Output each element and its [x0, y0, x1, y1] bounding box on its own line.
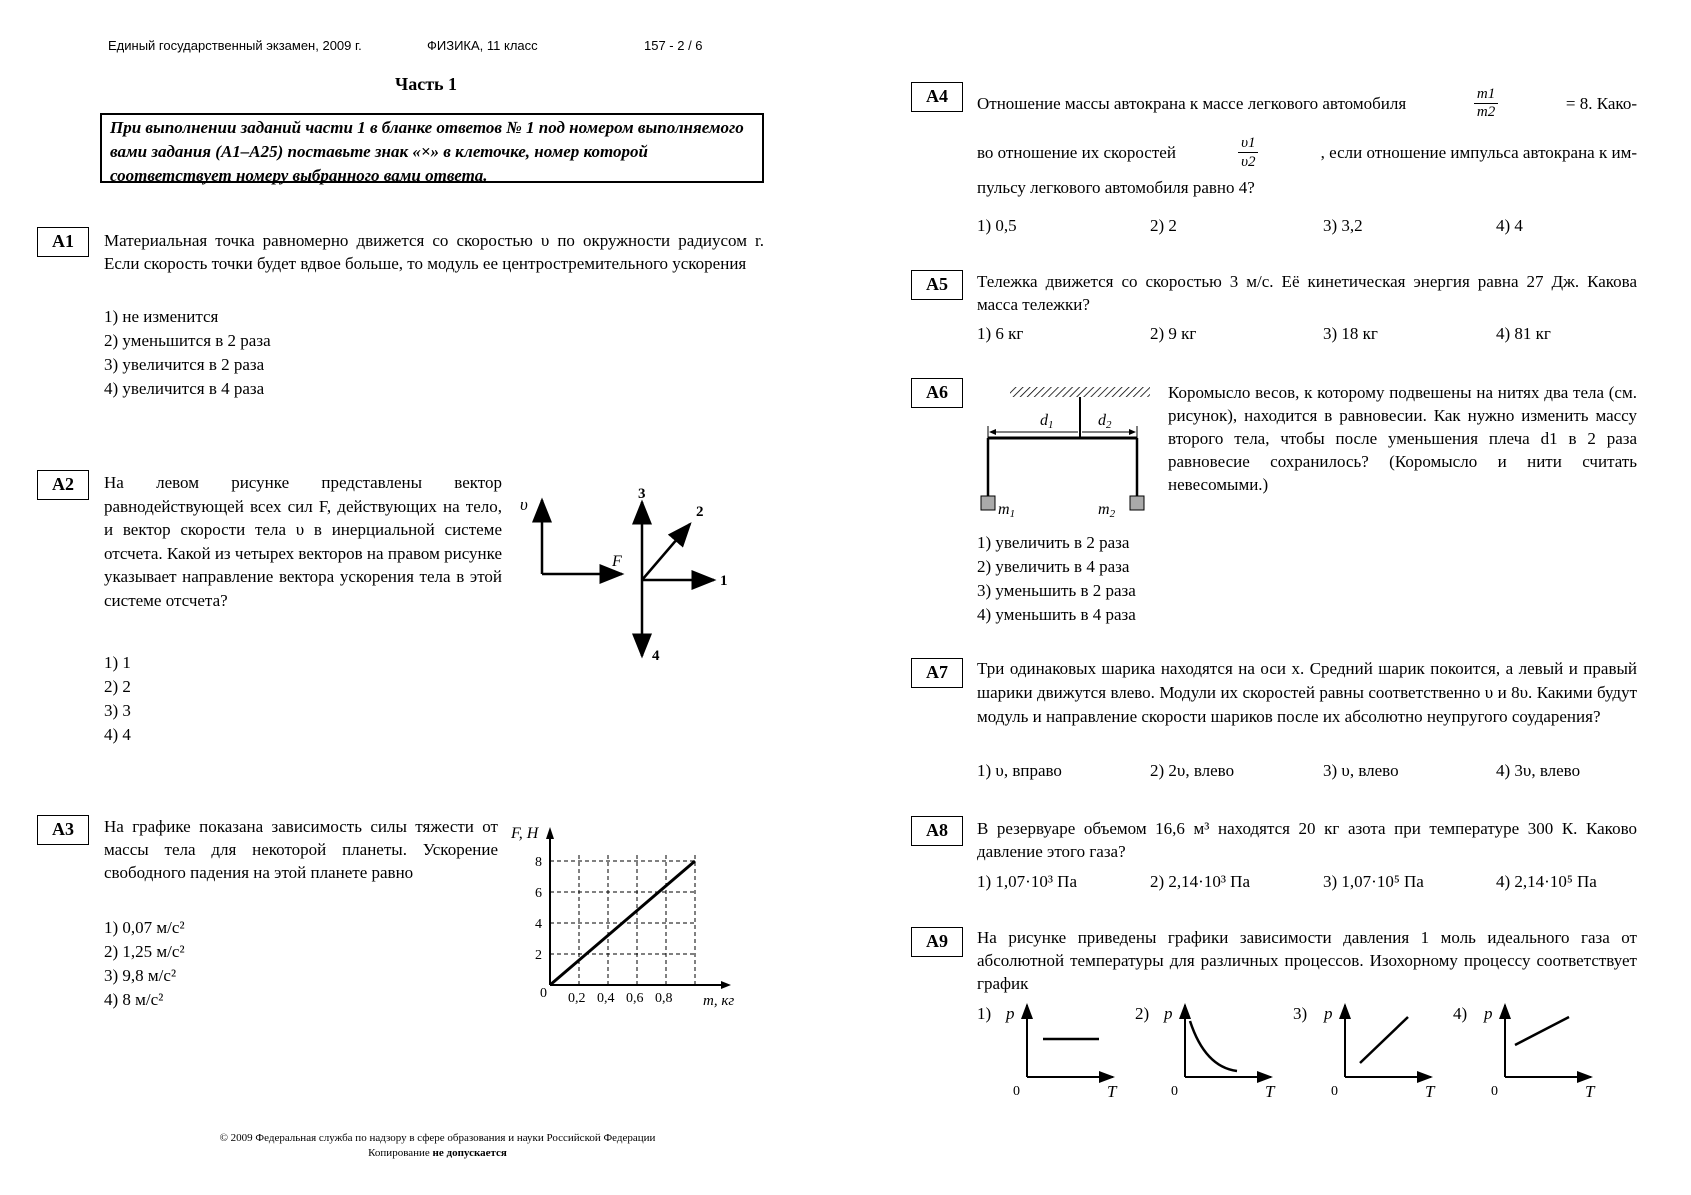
axis-t-label: T	[1107, 1082, 1117, 1101]
hyperbola-curve	[1190, 1021, 1237, 1071]
vector-figure-a2	[510, 480, 740, 670]
option[interactable]: 3) 3,2	[1323, 216, 1363, 235]
question-text-a5: Тележка движется со скоростью 3 м/с. Её кинетическая энергия равна 27 Дж. Какова масса тележки?	[977, 272, 1637, 314]
y-tick-label: 2	[535, 948, 542, 963]
graph-number: 4)	[1453, 1004, 1468, 1023]
part-title: Часть 1	[395, 74, 458, 94]
option[interactable]: 3) уменьшить в 2 раза	[977, 581, 1136, 600]
option[interactable]: 2) 9 кг	[1150, 324, 1197, 343]
x-tick-label: 0,8	[655, 991, 673, 1006]
question-text-a3: На графике показана зависимость силы тяжести от массы тела для некоторой планеты. Ускорение свободного падения на этой планете равно	[104, 817, 498, 882]
pt-graph-1[interactable]	[977, 1004, 1118, 1101]
options-a8	[977, 872, 1597, 892]
options-a4	[977, 216, 1523, 236]
option[interactable]: 2) 2	[104, 677, 131, 696]
option[interactable]: 4) уменьшить в 4 раза	[977, 605, 1136, 624]
axis-t-label: T	[1425, 1082, 1435, 1101]
question-text-a9: На рисунке приведены графики зависимости давления 1 моль идеального газа от абсолютной температуры для различных процессов. Изохорному процессу соответствует график	[977, 928, 1637, 993]
ceiling-support	[1010, 387, 1150, 397]
option[interactable]: 3) 9,8 м/с²	[104, 966, 177, 985]
velocity-label: υ	[520, 495, 528, 514]
axis-p-label: p	[1164, 1004, 1173, 1023]
graph-number: 3)	[1293, 1004, 1308, 1023]
option[interactable]: 1) увеличить в 2 раза	[977, 533, 1130, 552]
weight-m1	[981, 496, 995, 510]
option[interactable]: 4) увеличится в 4 раза	[104, 379, 265, 398]
axis-p-label: p	[1484, 1004, 1493, 1023]
option[interactable]: 4) 3υ, влево	[1496, 761, 1581, 780]
y-tick-label: 8	[535, 855, 542, 870]
option[interactable]: 1) 1	[104, 653, 131, 672]
footer-copy-notice	[160, 1146, 715, 1161]
question-label-a9: А9	[911, 927, 963, 957]
header-subject: ФИЗИКА, 11 класс	[427, 38, 538, 53]
option[interactable]: 1) 0,07 м/с²	[104, 918, 185, 937]
offset-line	[1515, 1017, 1569, 1045]
question-label-a2: А2	[37, 470, 89, 500]
options-a6	[977, 531, 1136, 627]
axis-t-label: T	[1265, 1082, 1275, 1101]
vector-2	[642, 524, 690, 580]
m2-label: m2	[1098, 501, 1116, 520]
y-axis-arrowhead	[546, 827, 554, 839]
question-label-a4: А4	[911, 82, 963, 112]
option[interactable]: 3) 1,07·10⁵ Па	[1323, 872, 1424, 891]
arm-d1-label: d1	[1040, 412, 1054, 431]
balance-beam-figure	[980, 380, 1155, 530]
graph-number: 1)	[977, 1004, 992, 1023]
a4-line1-end: = 8. Како-	[1565, 93, 1637, 113]
option[interactable]: 4) 81 кг	[1496, 324, 1551, 343]
y-tick-label: 4	[535, 917, 542, 932]
option[interactable]: 3) увеличится в 2 раза	[104, 355, 265, 374]
vector-1-label: 1	[720, 573, 728, 589]
question-label-a1: А1	[37, 227, 89, 257]
fraction-numerator: υ1	[1238, 134, 1258, 153]
origin-label: 0	[1491, 1084, 1498, 1099]
option[interactable]: 1) 1,07·10³ Па	[977, 872, 1077, 891]
footer-copy-prefix: Копирование	[368, 1147, 430, 1159]
option[interactable]: 1) не изменится	[104, 307, 219, 326]
linear-line	[1360, 1017, 1408, 1063]
axis-p-label: p	[1006, 1004, 1015, 1023]
a4-line2-end: , если отношение импульса автокрана к им-	[1320, 142, 1637, 162]
option[interactable]: 2) увеличить в 4 раза	[977, 557, 1130, 576]
option[interactable]: 4) 4	[1496, 216, 1523, 235]
x-axis-arrowhead	[721, 981, 731, 989]
option[interactable]: 1) 0,5	[977, 216, 1017, 235]
option[interactable]: 2) 2υ, влево	[1150, 761, 1235, 780]
footer-copyright: © 2009 Федеральная служба по надзору в сфере образования и науки Российской Федерации	[219, 1132, 656, 1144]
velocity-ratio-fraction	[1238, 134, 1258, 171]
footer	[160, 1131, 715, 1161]
instruction-box: При выполнении заданий части 1 в бланке ответов № 1 под номером выполняемого вами задания (А1–А25) поставьте знак «×» в клеточке, номер которой соответствует номеру выбранного вами ответа.	[100, 113, 764, 183]
question-text-a2: На левом рисунке представлены вектор равнодействующей всех сил F, действующих на тело, и вектор скорости тела υ в инерциальной системе отсчета. Какой из четырех векторов на правом рисунке указывает направление вектора ускорения тела в этой системе отсчета?	[104, 473, 502, 610]
question-label-a6: А6	[911, 378, 963, 408]
options-a5	[977, 324, 1551, 344]
option[interactable]: 2) 1,25 м/с²	[104, 942, 185, 961]
origin-label: 0	[1171, 1084, 1178, 1099]
a4-line1: Отношение массы автокрана к массе легкового автомобиля	[977, 93, 1407, 113]
arm-d2-label: d2	[1098, 412, 1112, 431]
mass-ratio-fraction	[1474, 86, 1498, 121]
chart-ylabel: F, Н	[511, 825, 539, 842]
question-label-a7: А7	[911, 658, 963, 688]
chart-xlabel: m, кг	[703, 993, 735, 1009]
vector-2-label: 2	[696, 504, 704, 520]
question-text-a8: В резервуаре объемом 16,6 м³ находятся 20 кг азота при температуре 300 К. Каково давление этого газа?	[977, 819, 1637, 861]
fraction-denominator: υ2	[1241, 153, 1256, 170]
axis-p-label: p	[1324, 1004, 1333, 1023]
force-label: F	[612, 553, 622, 570]
option[interactable]: 2) 2	[1150, 216, 1177, 235]
option[interactable]: 2) уменьшится в 2 раза	[104, 331, 271, 350]
m1-label: m1	[998, 501, 1016, 520]
question-text-a6: Коромысло весов, к которому подвешены на нитях два тела (см. рисунок), находится в равновесии. Как нужно изменить массу второго тела, чтобы после уменьшения плеча d1 в 2 раза равновесие сохранилось? (Коромысло и нити считать невесомыми.)	[1168, 383, 1637, 494]
pt-graph-2[interactable]	[1135, 1004, 1276, 1101]
question-label-a3: А3	[37, 815, 89, 845]
option[interactable]: 3) υ, влево	[1323, 761, 1399, 780]
option[interactable]: 4) 8 м/с²	[104, 990, 164, 1009]
option[interactable]: 4) 4	[104, 725, 131, 744]
origin-label: 0	[1013, 1084, 1020, 1099]
vector-4-label: 4	[652, 648, 660, 664]
weight-m2	[1130, 496, 1144, 510]
x-tick-label: 0,6	[626, 991, 644, 1006]
a4-line2: во отношение их скоростей	[977, 142, 1176, 162]
header-page-code: 157 - 2 / 6	[644, 38, 703, 53]
fraction-denominator: m2	[1476, 103, 1496, 120]
question-text-a1: Материальная точка равномерно движется со скоростью υ по окружности радиусом r. Если скорость точки будет вдвое больше, то модуль ее центростремительного ускорения	[104, 231, 764, 273]
force-mass-chart	[505, 815, 755, 1015]
vector-3-label: 3	[638, 486, 646, 502]
origin-label: 0	[1331, 1084, 1338, 1099]
option[interactable]: 4) 2,14·10⁵ Па	[1496, 872, 1597, 891]
question-text-a7: Три одинаковых шарика находятся на оси x. Средний шарик покоится, а левый и правый шарики движутся влево. Модули их скоростей равны соответственно υ и 8υ. Какими будут модуль и направление скорости шариков после их абсолютно неупругого соударения?	[977, 659, 1637, 726]
option[interactable]: 3) 18 кг	[1323, 324, 1378, 343]
option[interactable]: 1) υ, вправо	[977, 761, 1062, 780]
pt-graph-3[interactable]	[1293, 1004, 1436, 1101]
question-label-a5: А5	[911, 270, 963, 300]
footer-copy-bold: не допускается	[432, 1147, 507, 1159]
options-a2	[104, 651, 131, 747]
options-a3	[104, 916, 185, 1012]
option[interactable]: 3) 3	[104, 701, 131, 720]
a4-line3: пульсу легкового автомобиля равно 4?	[977, 178, 1255, 197]
option[interactable]: 1) 6 кг	[977, 324, 1024, 343]
chart-origin-label: 0	[540, 986, 547, 1001]
x-tick-label: 0,4	[597, 991, 615, 1006]
graph-number: 2)	[1135, 1004, 1150, 1023]
pt-graph-4[interactable]	[1453, 1004, 1596, 1101]
pt-graphs-a9	[975, 995, 1615, 1105]
header-exam: Единый государственный экзамен, 2009 г.	[108, 38, 362, 53]
y-tick-label: 6	[535, 886, 542, 901]
options-a7	[977, 761, 1580, 781]
options-a1	[104, 305, 271, 401]
question-label-a8: А8	[911, 816, 963, 846]
option[interactable]: 2) 2,14·10³ Па	[1150, 872, 1250, 891]
x-tick-label: 0,2	[568, 991, 586, 1006]
fraction-numerator: m1	[1474, 86, 1498, 104]
axis-t-label: T	[1585, 1082, 1595, 1101]
question-text-a4	[977, 85, 1637, 199]
